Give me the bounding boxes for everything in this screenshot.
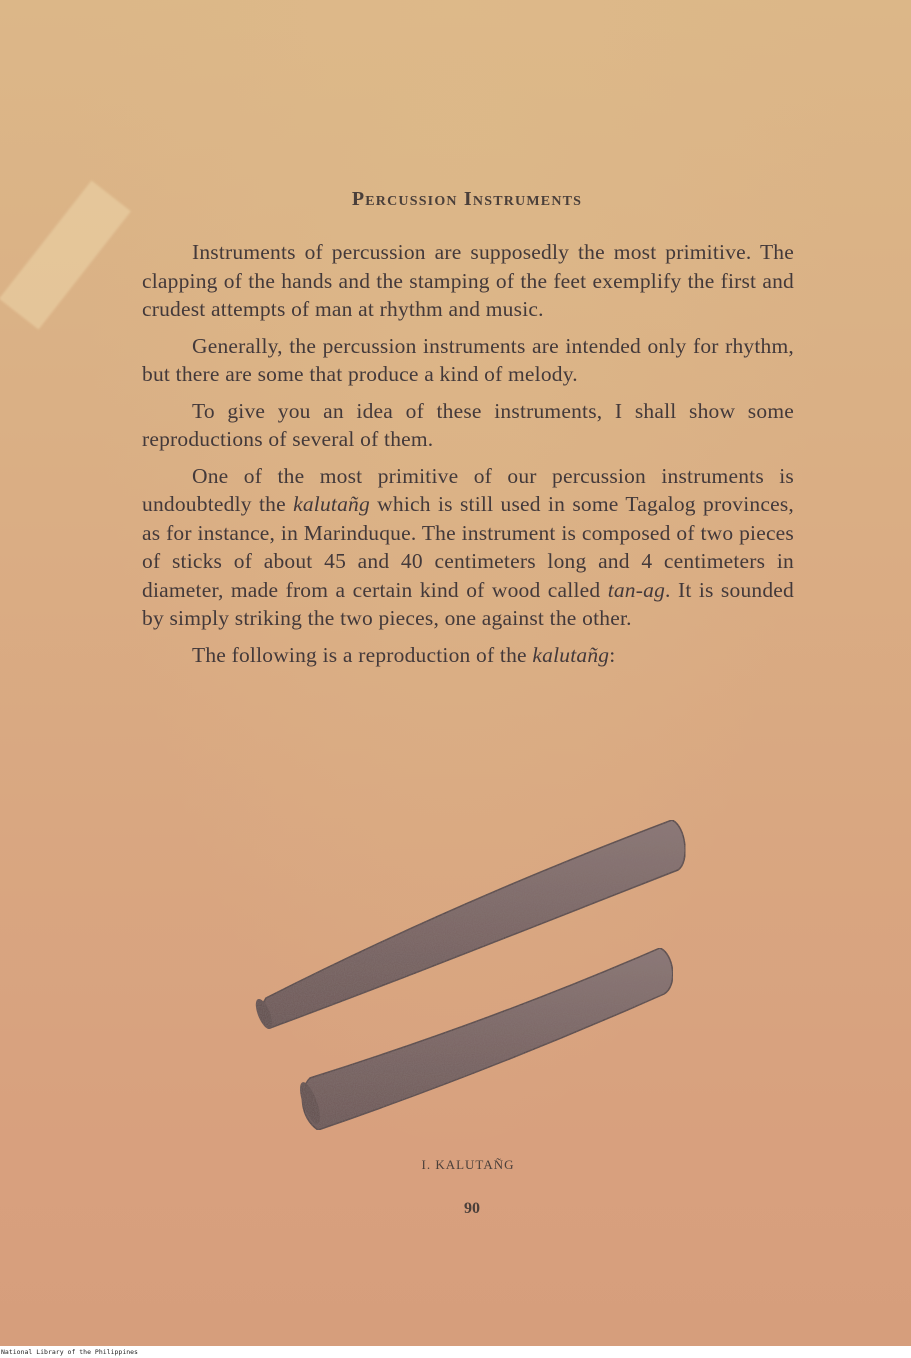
paragraph-4-term-tanag: tan-ag [607, 577, 666, 602]
body-text [142, 238, 794, 677]
paragraph-2 [142, 332, 794, 389]
paragraph-4 [142, 462, 794, 633]
page-number: 90 [464, 1200, 480, 1217]
paragraph-5-term-kalutang: kalutañg [532, 642, 610, 667]
footer-credit: National Library of the Philippines [1, 1348, 138, 1356]
paragraph-4-term-kalutang: kalutañg [293, 492, 370, 516]
figure-caption: I. KALUTAÑG [421, 1157, 515, 1172]
paragraph-3-text: To give you an idea of these instruments, I shall show some reproductions of several of them. [142, 398, 794, 451]
paragraph-4-text-c: . It is sounded by simply striking the two pieces, one against the other. [142, 577, 794, 630]
paragraph-4-text-a: One of the most primitive of our percussion instruments is undoubtedly the [142, 463, 794, 516]
paragraph-5 [142, 641, 794, 670]
kalutang-illustration [250, 810, 700, 1140]
section-heading: Percussion Instruments [351, 188, 583, 210]
paragraph-4-text-b: which is still used in some Tagalog provinces, as for instance, in Marinduque. The instrument is composed of two pieces of sticks of about 45 and 40 centimeters long and 4 centimeters in diameter, made from a certain kind of wood called [142, 492, 794, 602]
paragraph-3 [142, 397, 794, 454]
paragraph-5-text-a: The following is a reproduction of the [192, 642, 533, 667]
paragraph-1-text: Instruments of percussion are supposedly the most primitive. The clapping of the hands and the stamping of the feet exemplify the first and crudest attempts of man at rhythm and music. [142, 240, 794, 321]
paragraph-2-text: Generally, the percussion instruments are intended only for rhythm, but there are some that produce a kind of melody. [142, 333, 794, 386]
paragraph-1 [142, 238, 794, 324]
paragraph-5-text-b: : [609, 642, 616, 667]
